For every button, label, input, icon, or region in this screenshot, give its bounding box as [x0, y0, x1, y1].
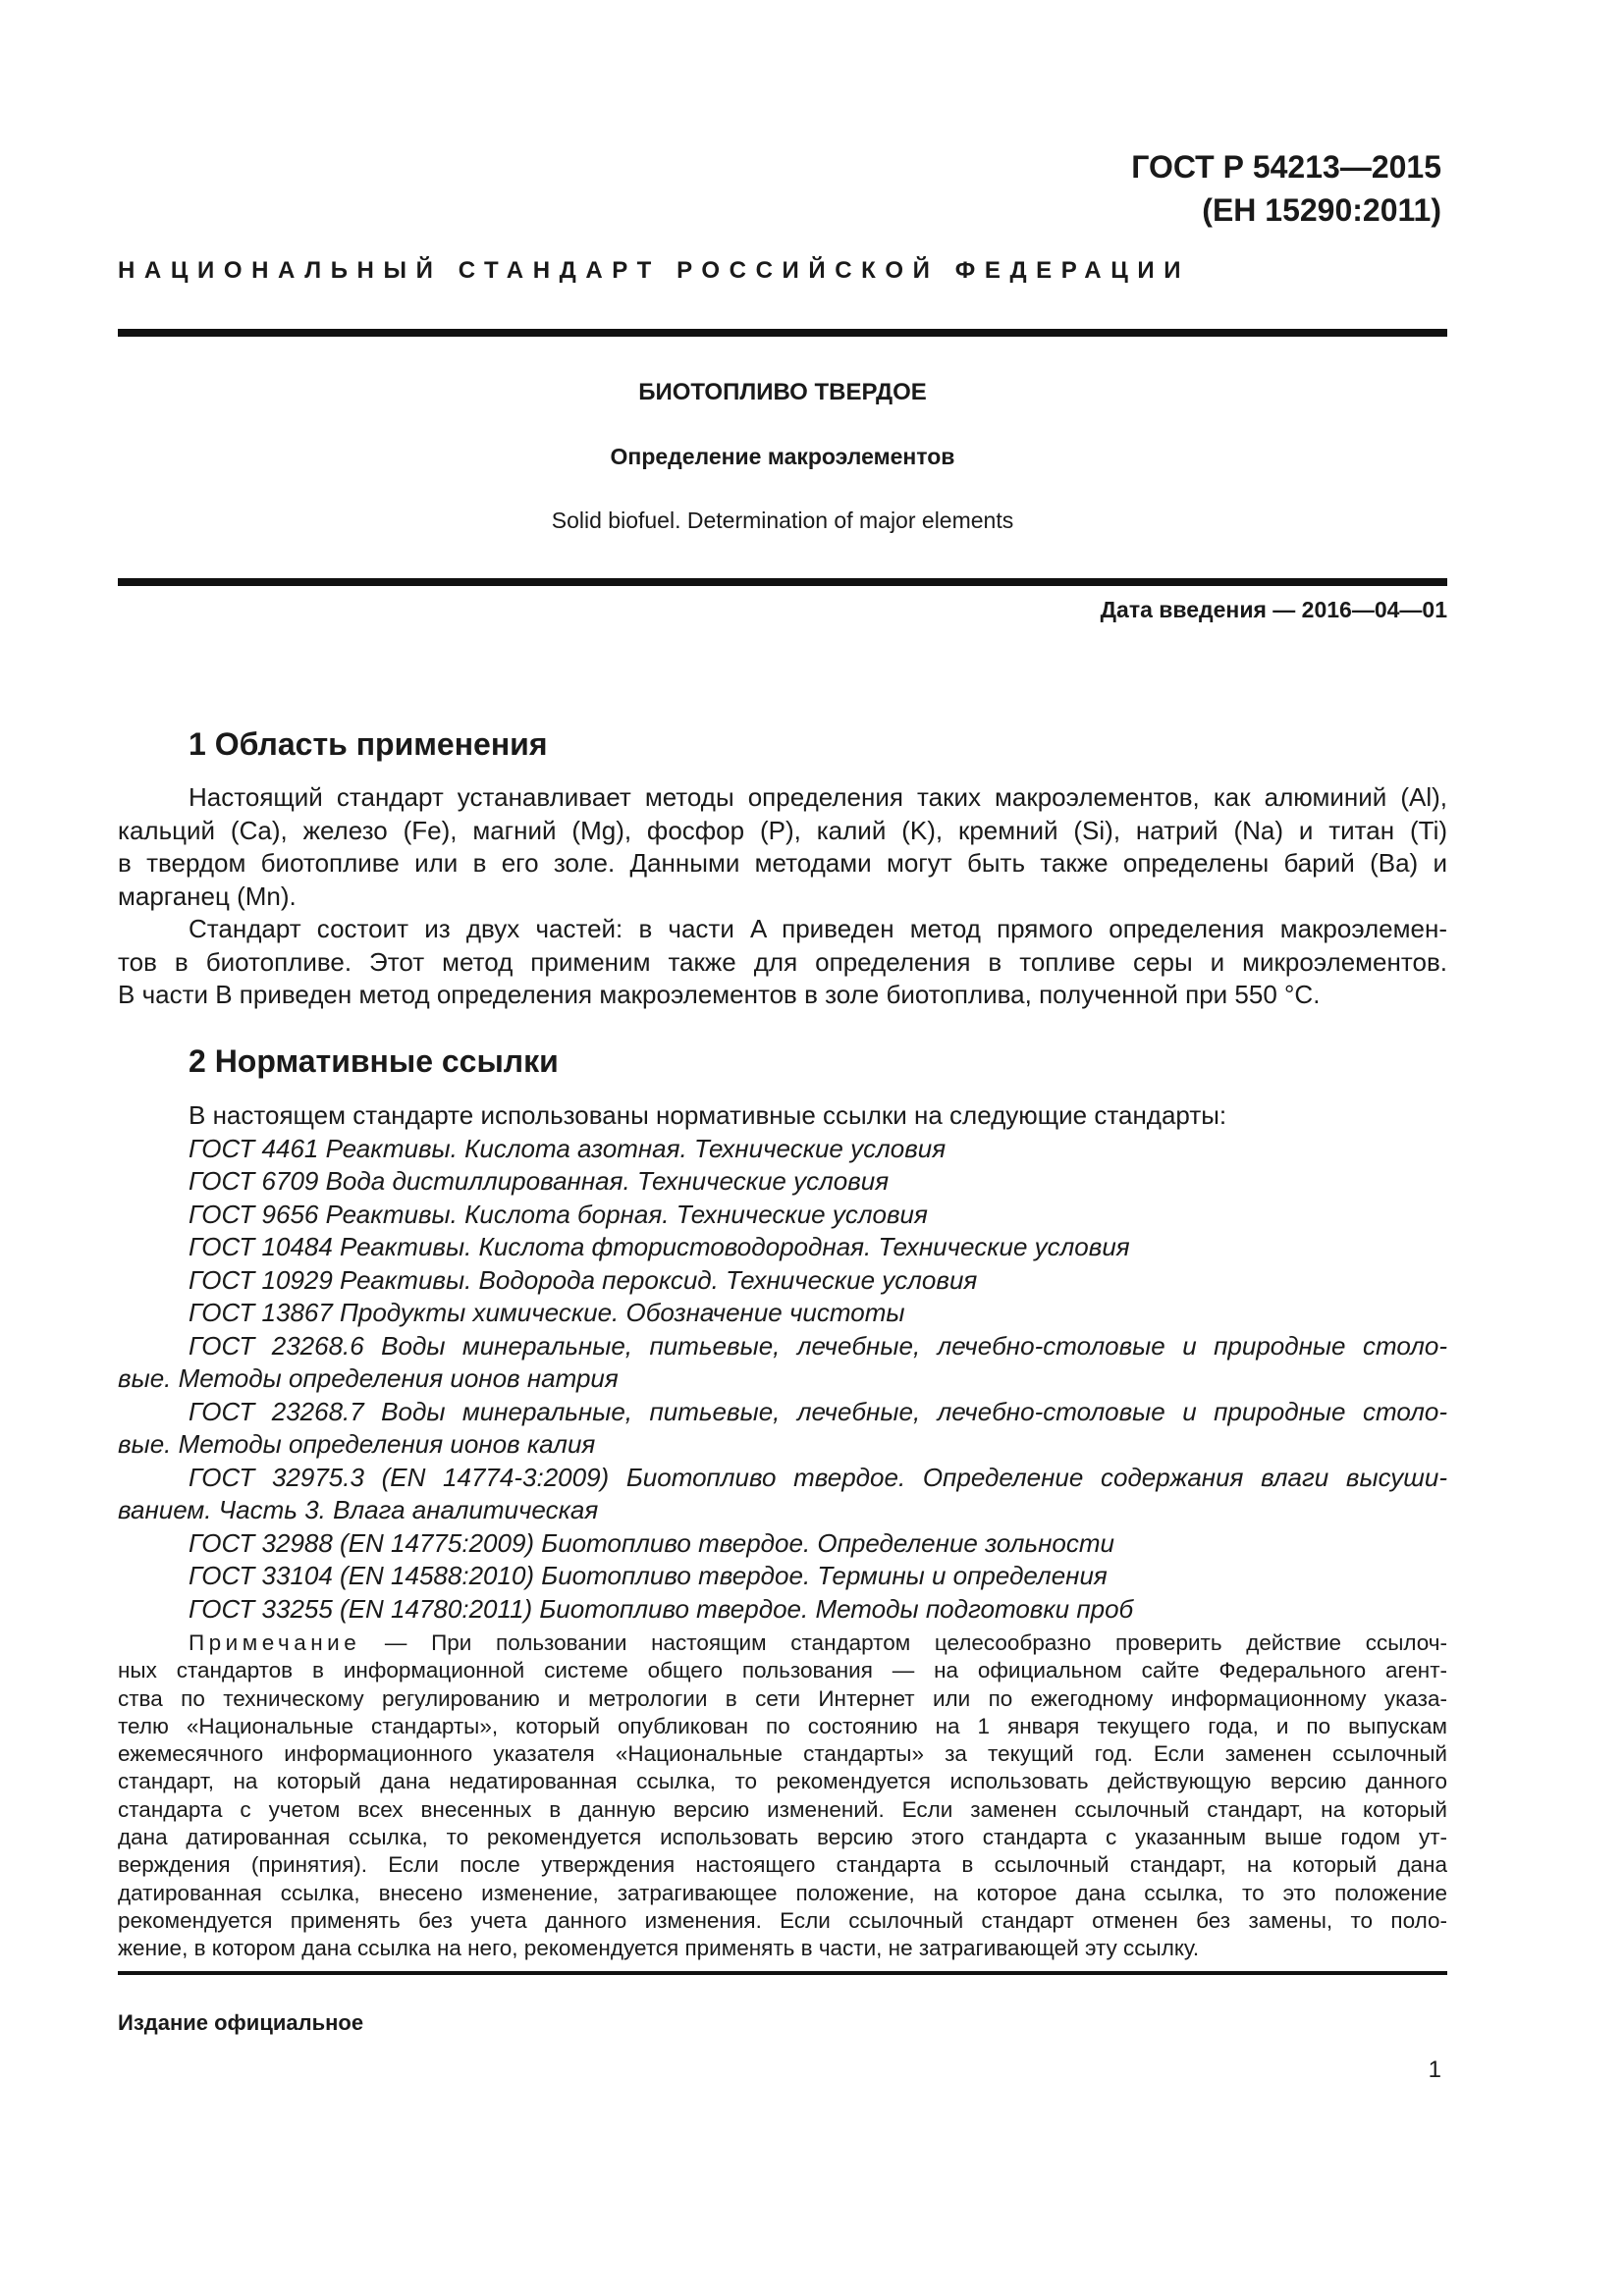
- reference-item: ГОСТ 23268.6 Воды минеральные, питьевые, лечебные, лечебно-столовые и природные столо-: [189, 1330, 1447, 1361]
- text-line: Настоящий стандарт устанавливает методы определения таких макроэлементов, как алюминий (Al),: [189, 782, 1447, 812]
- section-1-heading: 1 Область применения: [189, 726, 548, 762]
- reference-item: ГОСТ 9656 Реактивы. Кислота борная. Технические условия: [189, 1199, 928, 1229]
- reference-item: ГОСТ 23268.7 Воды минеральные, питьевые, лечебные, лечебно-столовые и природные столо-: [189, 1396, 1447, 1426]
- references-note: [118, 1629, 1447, 1963]
- text-line: тов в биотопливе. Этот метод применим также для определения в топливе серы и микроэлементов.: [118, 946, 1447, 977]
- footer-rule: [118, 1971, 1447, 1975]
- note-label: Примечание: [189, 1630, 361, 1655]
- note-line: ства по техническому регулированию и метрологии в сети Интернет или по ежегодному информационному указа-: [118, 1685, 1447, 1711]
- text-line: в твердом биотопливе или в его золе. Данными методами могут быть также определены барий (Ba) и: [118, 848, 1447, 878]
- national-standard-banner: НАЦИОНАЛЬНЫЙ СТАНДАРТ РОССИЙСКОЙ ФЕДЕРАЦИИ: [118, 257, 1191, 284]
- section-2-heading: 2 Нормативные ссылки: [189, 1043, 559, 1079]
- gost-number: ГОСТ Р 54213—2015: [1131, 149, 1441, 185]
- reference-item: ГОСТ 10484 Реактивы. Кислота фтористоводородная. Технические условия: [189, 1232, 1130, 1261]
- note-line: датированная ссылка, внесено изменение, затрагивающее положение, на которое дана ссылка, то это положение: [118, 1880, 1447, 1905]
- note-line: жение, в котором дана ссылка на него, рекомендуется применять в части, не затрагивающей эту ссылку.: [118, 1936, 1200, 1961]
- normative-references: [118, 1099, 1447, 1626]
- reference-item: ГОСТ 4461 Реактивы. Кислота азотная. Технические условия: [189, 1133, 947, 1163]
- section-1-paragraph-1: [118, 781, 1447, 913]
- text-line: Стандарт состоит из двух частей: в части A приведен метод прямого определения макроэлемен-: [189, 914, 1447, 943]
- reference-item: ГОСТ 10929 Реактивы. Водорода пероксид. Технические условия: [189, 1264, 978, 1295]
- note-line: рекомендуется применять без учета данного изменения. Если ссылочный стандарт отменен без замены, то поло-: [118, 1907, 1447, 1933]
- header-rule: [118, 329, 1447, 337]
- introduction-date: Дата введения — 2016—04—01: [1100, 597, 1447, 622]
- official-edition-label: Издание официальное: [118, 2010, 364, 2035]
- document-subtitle: Определение макроэлементов: [610, 444, 955, 469]
- text-line: марганец (Mn).: [118, 881, 297, 911]
- note-line: дана датированная ссылка, то рекомендуется использовать версию этого стандарта с указанным выше годом ут-: [118, 1825, 1447, 1850]
- document-title: БИОТОПЛИВО ТВЕРДОЕ: [638, 379, 927, 405]
- reference-item: ГОСТ 32988 (EN 14775:2009) Биотопливо твердое. Определение зольности: [189, 1527, 1114, 1558]
- english-title: Solid biofuel. Determination of major elements: [551, 507, 1014, 533]
- reference-item-continuation: вые. Методы определения ионов калия: [118, 1429, 596, 1459]
- text-line: кальций (Ca), железо (Fe), магний (Mg), фосфор (P), калий (K), кремний (Si), натрий (Na) и титан (Ti): [118, 815, 1447, 845]
- note-line: ных стандартов в информационной системе общего пользования — на официальном сайте Федерального агент-: [118, 1658, 1447, 1683]
- reference-item: ГОСТ 13867 Продукты химические. Обозначение чистоты: [189, 1298, 905, 1327]
- text-line: В части B приведен метод определения макроэлементов в золе биотоплива, полученной при 550 °C.: [118, 980, 1321, 1009]
- reference-item: ГОСТ 32975.3 (EN 14774-3:2009) Биотопливо твердое. Определение содержания влаги высуши-: [189, 1462, 1447, 1492]
- note-line: стандарт, на который дана недатированная ссылка, то рекомендуется использовать действующую версию данного: [118, 1769, 1447, 1794]
- reference-item-continuation: вые. Методы определения ионов натрия: [118, 1363, 619, 1393]
- note-text: — При пользовании настоящим стандартом целесообразно проверить действие ссылоч-: [360, 1630, 1447, 1655]
- reference-item: ГОСТ 33255 (EN 14780:2011) Биотопливо твердое. Методы подготовки проб: [189, 1593, 1134, 1624]
- note-line: стандарта с учетом всех внесенных в данную версию изменений. Если заменен ссылочный стандарт, на который: [118, 1796, 1447, 1822]
- reference-item: ГОСТ 33104 (EN 14588:2010) Биотопливо твердое. Термины и определения: [189, 1561, 1108, 1590]
- reference-item: ГОСТ 6709 Вода дистиллированная. Технические условия: [189, 1166, 890, 1196]
- note-first-line: [118, 1629, 1447, 1657]
- reference-item-continuation: ванием. Часть 3. Влага аналитическая: [118, 1495, 599, 1524]
- note-line: верждения (принятия). Если после утверждения настоящего стандарта в ссылочный стандарт, на который дана: [118, 1852, 1447, 1878]
- section-1-paragraph-2: [118, 913, 1447, 1012]
- note-line: ежемесячного информационного указателя «Национальные стандарты» за текущий год. Если заменен ссылочный: [118, 1741, 1447, 1767]
- title-rule: [118, 578, 1447, 586]
- note-line: телю «Национальные стандарты», который опубликован по состоянию на 1 января текущего года, и по выпускам: [118, 1713, 1447, 1738]
- document-designation: [1131, 145, 1441, 232]
- references-intro: В настоящем стандарте использованы нормативные ссылки на следующие стандарты:: [189, 1100, 1227, 1130]
- page-number: 1: [1428, 2056, 1441, 2083]
- en-number: (ЕН 15290:2011): [1202, 192, 1441, 228]
